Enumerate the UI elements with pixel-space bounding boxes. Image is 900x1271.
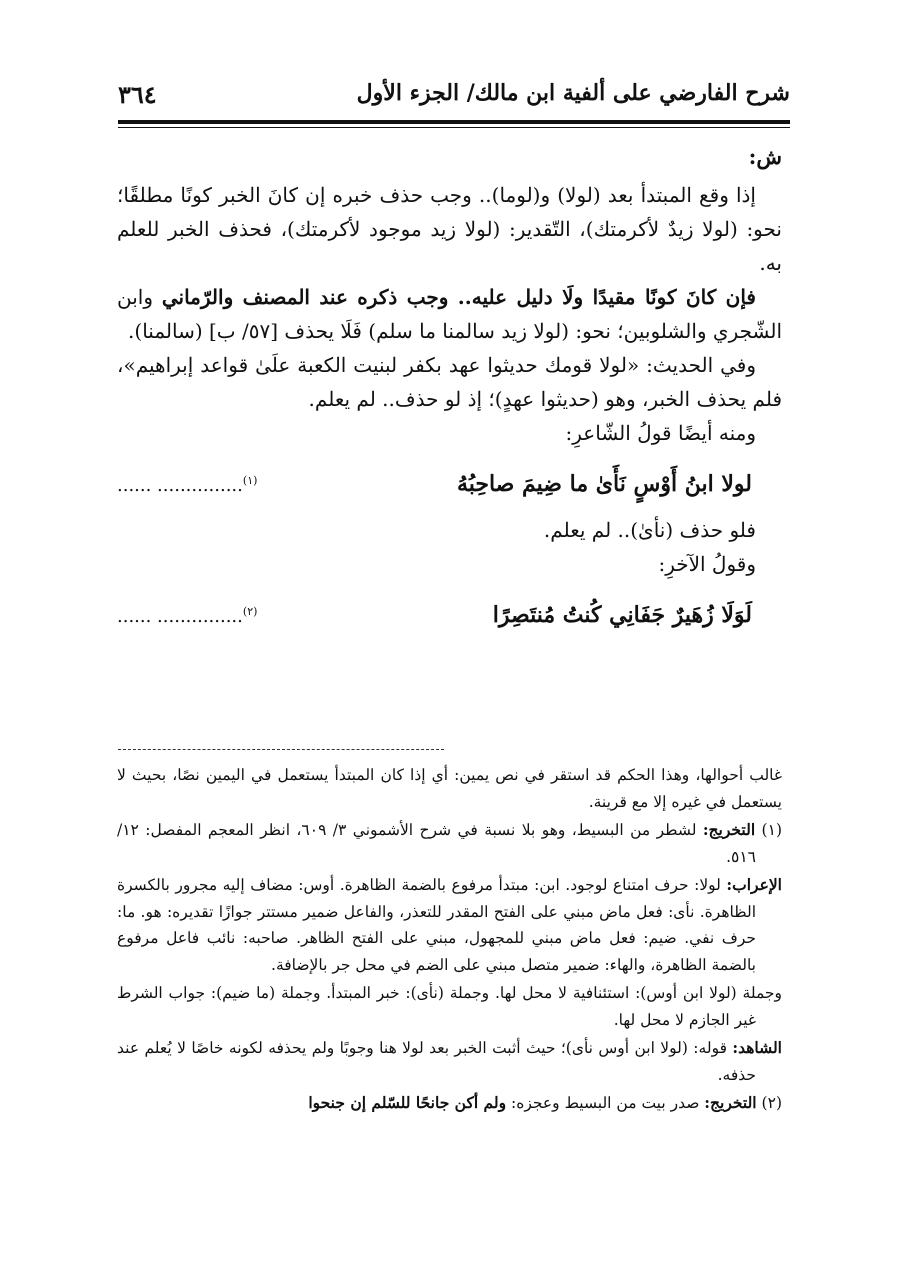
page-number: ٣٦٤ [118,80,157,109]
paragraph-2-bold: فإن كانَ كونًا مقيدًا ولَا دليل عليه.. وجب ذكره عند المصنف والرّماني [161,285,756,309]
footnote-irab [117,872,782,978]
shahid-key: الشاهد: [732,1038,782,1057]
paragraph-5: فلو حذف (نأىٰ).. لم يعلم. [543,518,756,542]
verse-1-ellipsis: ...... ............... [117,475,243,496]
verse-1-footnote-ref: (١) [242,474,258,487]
verse-2 [117,595,752,634]
footnote-2-text: صدر بيت من البسيط وعجزه: [506,1094,705,1112]
footnote-shahid [117,1035,782,1088]
paragraph-2-rest: وابن الشّجري والشلوبين؛ نحو: (لولا زيد سالمنا ما سلم) فَلَا يحذف [٥٧/ ب] (سالمنا). [117,285,782,343]
footnote-2-key: التخريج: [704,1093,757,1112]
header-rule-thin [118,127,790,128]
page-header [118,72,790,122]
verse-2-text: لَوَلَا زُهَيرٌ جَفَانِي كُنتُ مُنتَصِرًا [492,601,752,628]
commentary-label: ش: [748,144,782,169]
verse-1 [117,464,752,503]
main-text [117,140,782,644]
footnote-1 [117,817,782,870]
footnote-1-text: لشطر من البسيط، وهو بلا نسبة في شرح الأشموني ٣/ ٦٠٩، انظر المعجم المفصل: ١٢/ ٥١٦. [117,821,756,866]
irab-text: لولا: حرف امتناع لوجود. ابن: مبتدأ مرفوع بالضمة الظاهرة. أوس: مضاف إليه مجرور بالكسرة الظاهرة. نأى: فعل ماض مبني على الفتح المقدر للتعذر، والفاعل ضمير مستتر جوازًا تقديره: هو. ما: حرف نفي. ضيم: فعل ماض مبني للمجهول، مبني على الفتح الظاهر. صاحبه: نائب فاعل مرفوع بالضمة الظاهرة، والهاء: ضمير متصل مبني على الضم في محل جر بالإضافة. [117,876,756,974]
footnote-2-number: (٢) [761,1094,782,1112]
verse-2-ellipsis: ...... ............... [117,606,243,627]
verse-1-dots [117,464,257,503]
footnotes [117,762,782,1119]
verse-2-dots [117,595,257,634]
footnote-2 [117,1090,782,1117]
paragraph-2 [117,280,782,348]
paragraph-3: وفي الحديث: «لولا قومك حديثوا عهد بكفر لبنيت الكعبة علَىٰ قواعد إبراهيم»، فلم يحذف الخبر، وهو (حديثوا عهدٍ)؛ إذ لو حذف.. لم يعلم. [117,353,782,411]
footnote-1-number: (١) [761,821,782,839]
footnote-continuation: غالب أحوالها، وهذا الحكم قد استقر في نص يمين: أي إذا كان المبتدأ يستعمل في اليمين نصًا، بحيث لا يستعمل في غيره إلا مع قرينة. [117,766,782,811]
header-rule-thick [118,120,790,124]
verse-1-text: لولا ابنُ أَوْسٍ نَأَىٰ ما ضِيمَ صاحِبُهُ [456,470,752,497]
irab-key: الإعراب: [726,875,782,894]
paragraph-4: ومنه أيضًا قولُ الشّاعرِ: [565,421,756,445]
verse-2-footnote-ref: (٢) [242,605,258,618]
footnote-jumla: وجملة (لولا ابن أوس): استئنافية لا محل لها. وجملة (نأى): خبر المبتدأ. وجملة (ما ضيم): جواب الشرط غير الجازم لا محل لها. [117,984,782,1029]
paragraph-1: إذا وقع المبتدأ بعد (لولا) و(لوما).. وجب حذف خبره إن كانَ الخبر كونًا مطلقًا؛ نحو: (لولا زيدٌ لأكرمتك)، التّقدير: (لولا زيد موجود لأكرمتك)، فحذف الخبر للعلم به. [117,183,782,275]
running-title: شرح الفارضي على ألفية ابن مالك/ الجزء الأول [356,80,790,106]
footnote-2-verse: ولم أكن جانحًا للسّلم إن جنحوا [308,1093,507,1112]
footnote-1-key: التخريج: [702,820,756,839]
footnote-separator [118,749,444,750]
paragraph-6: وقولُ الآخرِ: [658,552,756,576]
shahid-text: قوله: (لولا ابن أوس نأى)؛ حيث أثبت الخبر بعد لولا هنا وجوبًا ولم يحذفه لكونه خاصًا لا يُعلم عند حذفه. [117,1039,756,1084]
